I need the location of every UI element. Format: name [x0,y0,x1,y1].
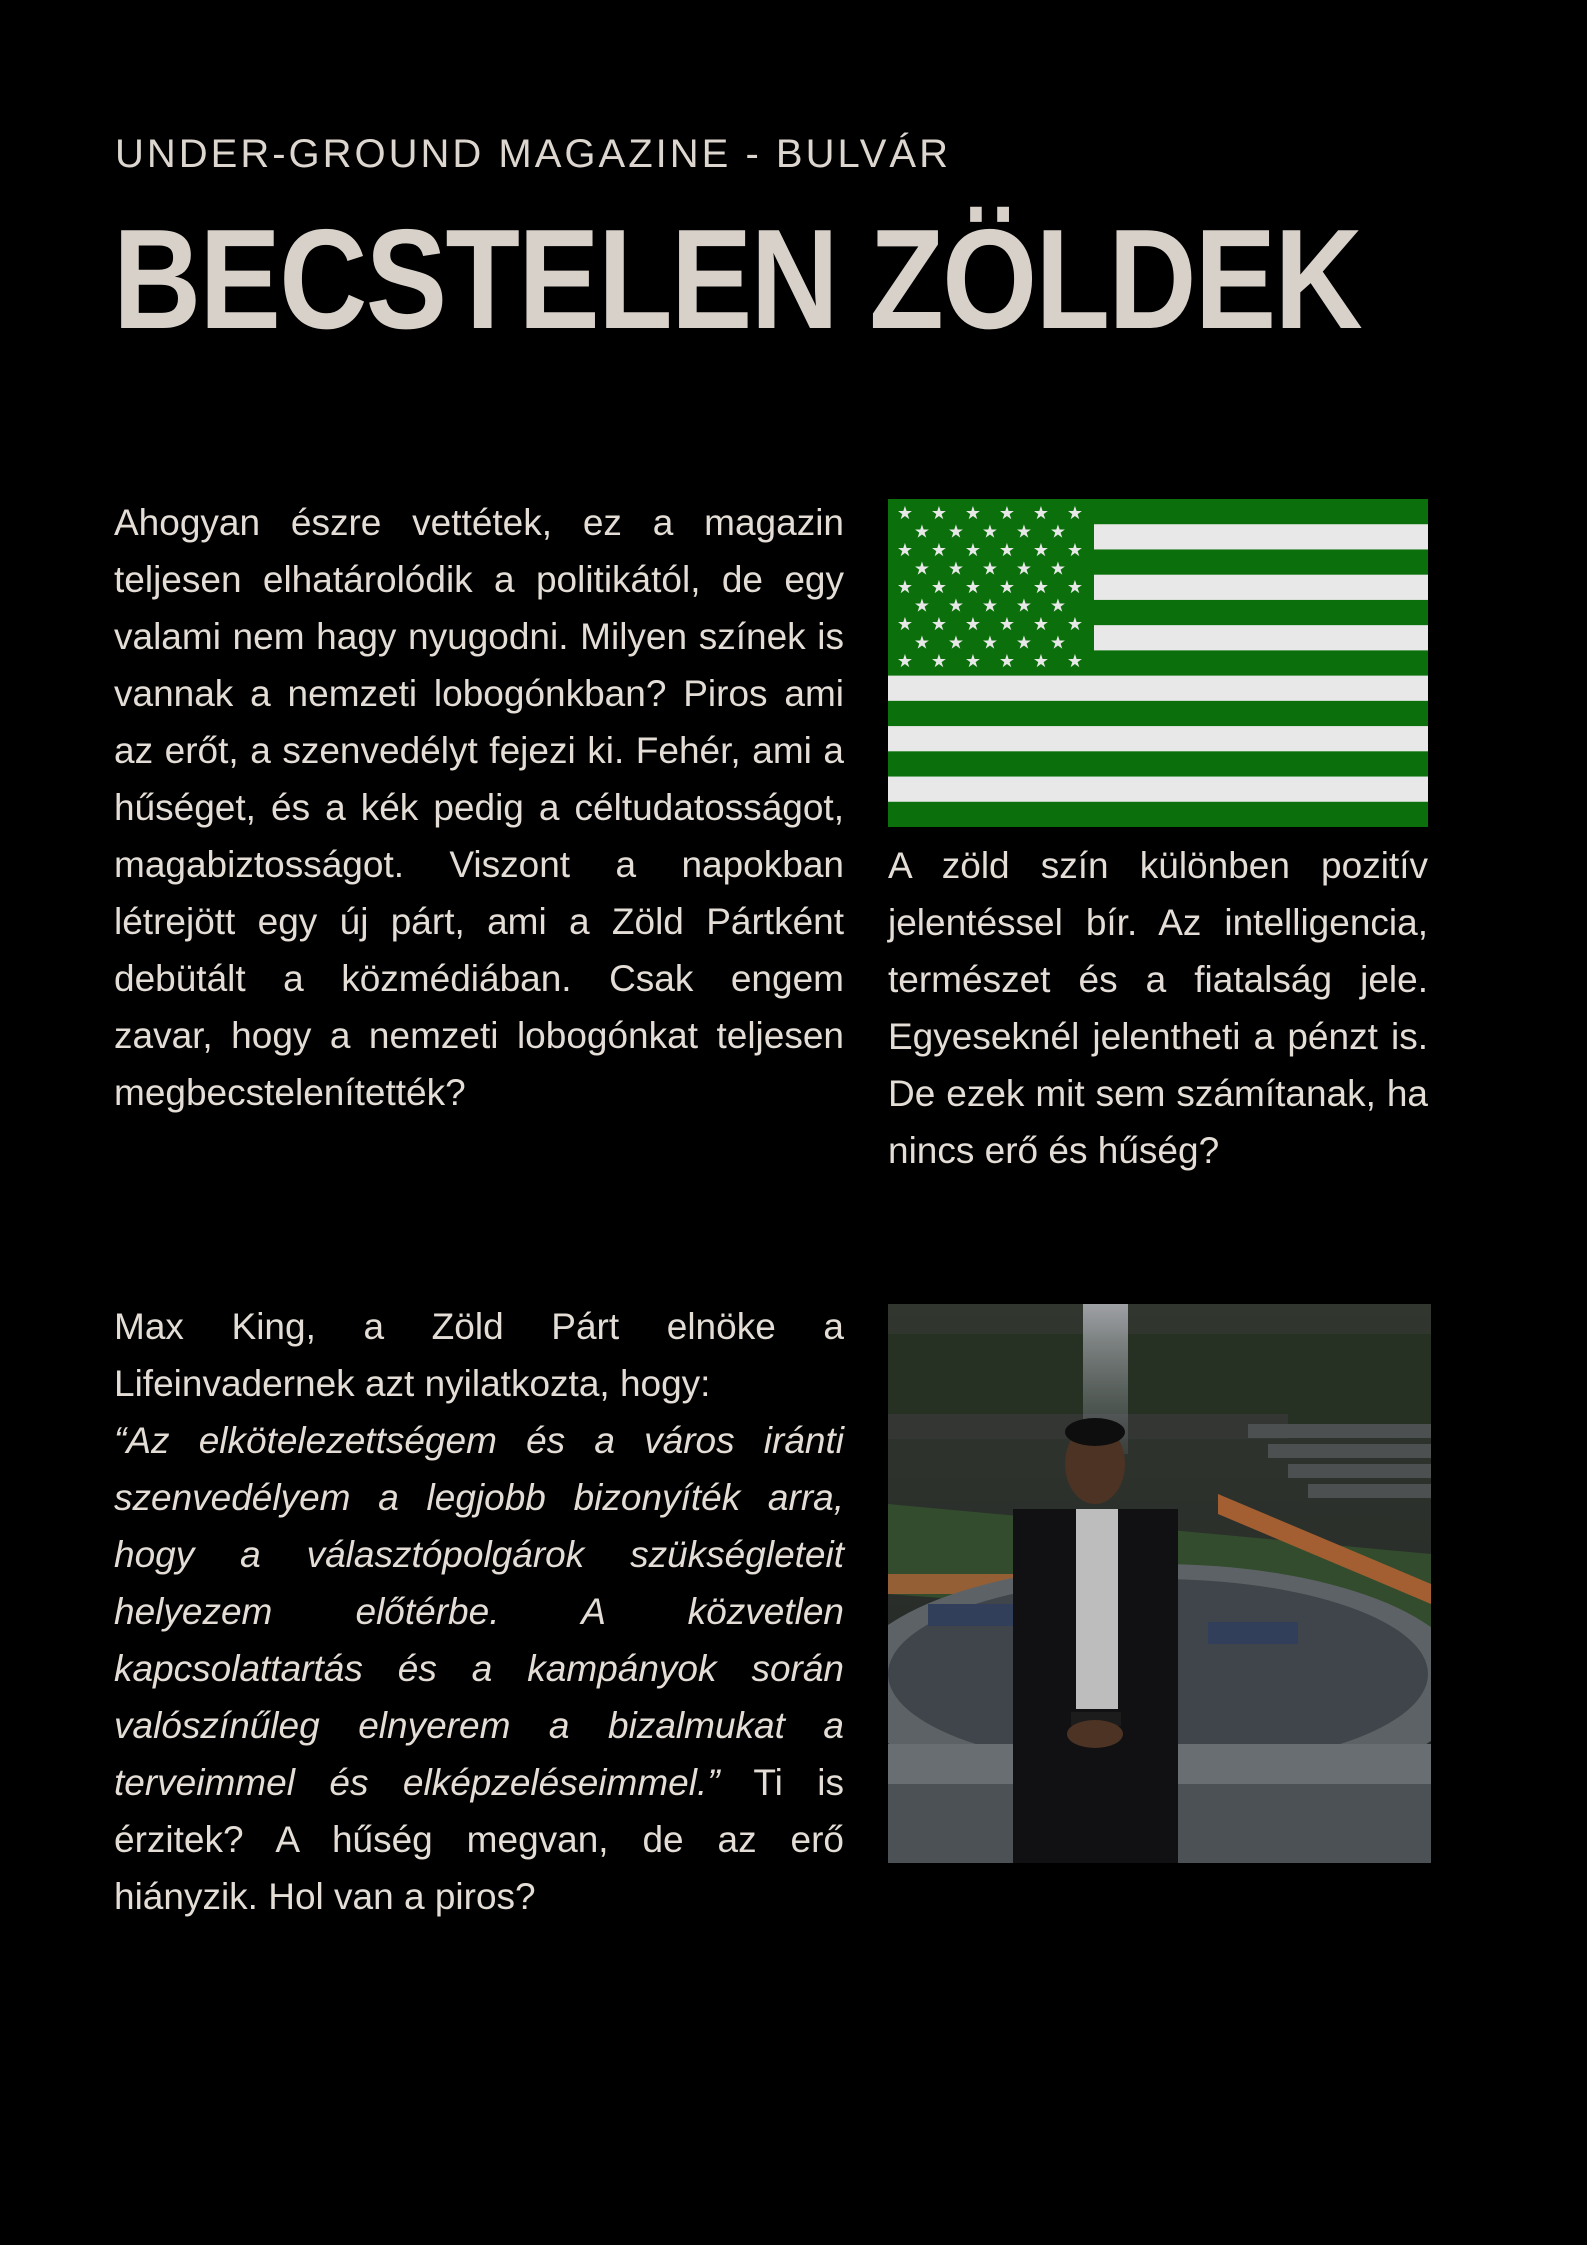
flag-stripe [888,777,1428,803]
flag-star-icon: ★ [947,595,965,617]
flag-stripe [888,751,1428,777]
flag-star-icon: ★ [930,651,948,672]
flag-star-icon: ★ [998,577,1016,598]
flag-star-icon: ★ [1049,595,1067,617]
flag-stripe [888,676,1428,702]
flag-stripe [888,802,1428,827]
flag-star-icon: ★ [1066,503,1084,524]
flag-star-icon: ★ [930,614,948,635]
flag-star-icon: ★ [981,595,999,617]
man-in-suit-at-fountain-photo [888,1304,1431,1863]
flag-star-icon: ★ [896,540,914,561]
article-column-left-bottom [114,1298,844,1925]
quote-intro: Max King, a Zöld Párt elnöke a Lifeinvadernek azt nyilatkozta, hogy: [114,1306,844,1404]
flag-star-icon: ★ [1049,632,1067,654]
flag-star-icon: ★ [1032,577,1050,598]
flag-star-icon: ★ [964,577,982,598]
flag-stripe [888,701,1428,727]
article-column-left-top [114,494,844,1121]
article-paragraph: A zöld szín különben pozitív jelentéssel bír. Az intelligencia, természet és a fiatalság jele. Egyeseknél jelentheti a pénzt is. De ezek mit sem számítanak, ha nincs erő és hűség? [888,845,1428,1171]
flag-star-icon: ★ [896,614,914,635]
flag-star-icon: ★ [1066,614,1084,635]
flag-star-icon: ★ [998,503,1016,524]
flag-star-icon: ★ [998,540,1016,561]
flag-star-icon: ★ [1015,521,1033,543]
flag-star-icon: ★ [1066,540,1084,561]
flag-star-icon: ★ [913,521,931,543]
flag-star-icon: ★ [1066,651,1084,672]
flag-star-icon: ★ [913,595,931,617]
flag-star-icon: ★ [1015,632,1033,654]
flag-star-icon: ★ [930,503,948,524]
flag-star-icon: ★ [981,558,999,580]
flag-star-icon: ★ [1032,651,1050,672]
flag-star-icon: ★ [896,577,914,598]
flag-star-icon: ★ [964,651,982,672]
green-striped-flag-icon [888,499,1428,827]
flag-star-icon: ★ [930,540,948,561]
flag-star-icon: ★ [913,632,931,654]
flag-star-icon: ★ [1015,595,1033,617]
flag-star-icon: ★ [964,540,982,561]
article-column-right [888,837,1428,1179]
page-title: BECSTELEN ZÖLDEK [113,200,1362,359]
flag-star-icon: ★ [947,558,965,580]
magazine-kicker: UNDER-GROUND MAGAZINE - BULVÁR [115,132,951,176]
flag-star-icon: ★ [1032,614,1050,635]
flag-star-icon: ★ [913,558,931,580]
flag-star-icon: ★ [1032,540,1050,561]
quote-outro: Ti is érzitek? A hűség megvan, de az erő hiányzik. Hol van a piros? [114,1762,844,1917]
flag-star-icon: ★ [947,521,965,543]
flag-star-icon: ★ [896,651,914,672]
flag-star-icon: ★ [1049,521,1067,543]
flag-star-icon: ★ [1066,577,1084,598]
flag-star-icon: ★ [981,521,999,543]
flag-star-icon: ★ [947,632,965,654]
flag-star-icon: ★ [896,503,914,524]
flag-star-icon: ★ [981,632,999,654]
flag-star-icon: ★ [1032,503,1050,524]
article-paragraph [114,1298,844,1925]
flag-star-icon: ★ [964,614,982,635]
article-paragraph: Ahogyan észre vettétek, ez a magazin teljesen elhatárolódik a politikától, de egy valami nem hagy nyugodni. Milyen színek is vannak a nemzeti lobogónkban? Piros ami az erőt, a szenvedélyt fejezi ki. Fehér, ami a hűséget, és a kék pedig a céltudatosságot, magabiztosságot. Viszont a napokban létrejött egy új párt, ami a Zöld Pártként debütált a közmédiában. Csak engem zavar, hogy a nemzeti lobogónkat teljesen megbecstelenítették? [114,502,844,1113]
flag-star-icon: ★ [998,651,1016,672]
flag-star-icon: ★ [964,503,982,524]
flag-star-icon: ★ [930,577,948,598]
politician-quote: “Az elkötelezettségem és a város iránti szenvedélyem a legjobb bizonyíték arra, hogy a választópolgárok szükségleteit helyezem előtérbe. A közvetlen kapcsolattartás és a kampányok során valószínűleg elnyerem a bizalmukat a terveimmel és elképzeléseimmel.” [114,1420,844,1803]
flag-stripe [888,726,1428,752]
flag-star-icon: ★ [1015,558,1033,580]
flag-star-icon: ★ [1049,558,1067,580]
flag-star-icon: ★ [998,614,1016,635]
